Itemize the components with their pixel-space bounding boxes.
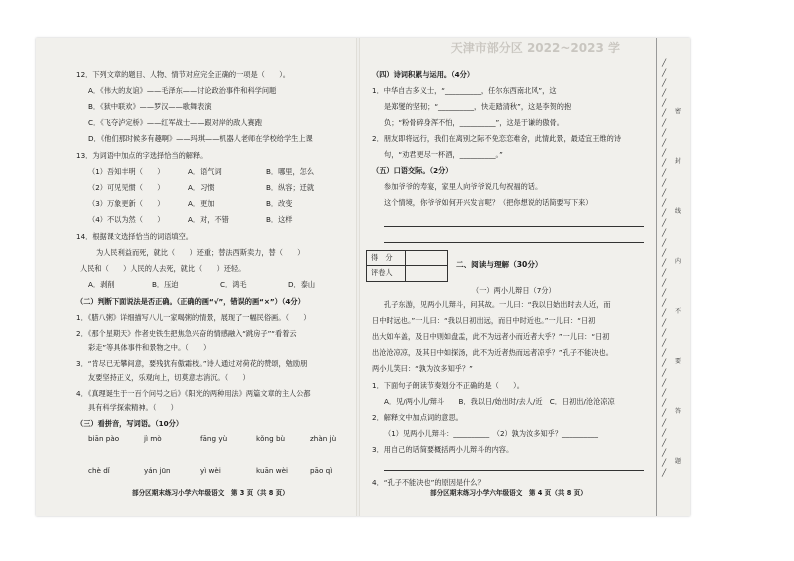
q13-row2-item: （2）可见见惯（ ） <box>88 183 165 192</box>
seal-char-7: 答 <box>675 408 682 415</box>
judge-2-line-1: 2．《那个星期天》作者史铁生把焦急兴奋的情感融入“跳房子”“看着云 <box>76 329 297 338</box>
question-14: 14．根据课文选择恰当的词语填空。 <box>76 232 193 241</box>
q14-option-d: D．泰山 <box>288 280 316 289</box>
passage-line-2: 日中时远也。”一儿曰：“我以日初出远，而日中时近也。”一儿曰：“日初 <box>372 316 596 325</box>
q13-row3-b: B．改变 <box>266 199 293 208</box>
judge-4-line-1: 4．《真理诞生于一百个问号之后》《阳光的两种用法》两篇文章的主人公都 <box>76 389 311 398</box>
poem-q1-line-1: 1．中华自古多义士，“__________，任尔东西南北风”，这 <box>372 86 557 95</box>
reading-q1-options: A．见/两小儿/辩斗 B．我以日/始出时/去人/近 C．日初出/沧沧凉凉 <box>384 397 615 406</box>
seal-char-3: 线 <box>675 208 682 215</box>
q12-option-d: D．《他们那时候多有趣啊》——玛琪——机器人老师在学校给学生上课 <box>88 134 313 143</box>
seal-char-2: 封 <box>675 158 682 165</box>
q13-row3-item: （3）万象更新（ ） <box>88 199 165 208</box>
poem-q1-line-2: 是郑燮的坚韧；“__________，快走踏清秋”，这是李贺的抱 <box>384 102 572 111</box>
pinyin-9: kuān wèi <box>256 466 289 475</box>
page-3-footer: 部分区期末练习小学六年级语文 第 3 页（共 8 页） <box>132 489 289 498</box>
judge-1: 1．《腊八粥》详细描写八儿一家喝粥的情景，展现了一幅民俗画。（ ） <box>76 313 311 322</box>
pinyin-3: fāng yù <box>200 434 228 443</box>
pinyin-5: zhàn jù <box>310 434 337 443</box>
seal-char-8: 题 <box>675 458 682 465</box>
section-4-heading: （四）诗词积累与运用。（4分） <box>372 70 475 79</box>
passage-line-4: 出沧沧凉凉，及其日中如探汤，此不为近者热而远者凉乎？”孔子不能决也。 <box>372 348 613 357</box>
judge-3-line-1: 3．“肯尽已无攀间意，要残犹有傲霜枝。”诗人通过对荷花的赞颂，勉励朋 <box>76 359 308 368</box>
q13-row1-b: B．哪里，怎么 <box>266 167 315 176</box>
poem-q1-line-3: 负；“粉骨碎身浑不怕，__________”，这是于谦的傲骨。 <box>384 118 564 127</box>
pinyin-8: yì wèi <box>200 466 221 475</box>
q13-row1-a: A．语气词 <box>188 167 222 176</box>
reading-q1: 1．下面句子朗读节奏划分不正确的是（ ）。 <box>372 381 524 390</box>
oral-prompt-2: 这个情境，你爷爷如何开兴发言呢？（把你想说的话简要写下来） <box>384 198 593 207</box>
grader-label: 评卷人 <box>371 268 393 277</box>
passage-line-3: 出大如车盖，及日中则如盘盂，此不为远者小而近者大乎？”一儿曰：“日初 <box>372 332 610 341</box>
reading-q2-items: （1）见两小儿辩斗：__________ （2）孰为汝多知乎？__________ <box>384 429 598 438</box>
exam-sheet <box>36 38 690 516</box>
page-4 <box>360 38 656 516</box>
pinyin-4: kǒng bù <box>256 434 286 443</box>
score-label: 得 分 <box>371 253 393 262</box>
q14-sentence-2: 人民和（ ）人民的人去死，就比（ ）还轻。 <box>80 264 246 273</box>
poem-q2-line-2: 句，“劝君更尽一杯酒，__________。” <box>384 150 503 159</box>
judge-3-line-2: 友要坚持正义，乐观向上，切莫意志消沉。（ ） <box>88 373 250 382</box>
binding-strip <box>656 38 691 516</box>
header-watermark: 天津市部分区 2022~2023 学 <box>450 41 620 55</box>
seal-char-1: 密 <box>675 108 682 115</box>
judge-2-line-2: 彩走”等具体事件和景物之中。（ ） <box>88 343 211 352</box>
q13-row2-b: B．纵容；迁就 <box>266 183 315 192</box>
q14-option-c: C．鸿毛 <box>220 280 247 289</box>
q14-option-a: A．剥削 <box>88 280 115 289</box>
judge-4-line-2: 具有科学探索精神。（ ） <box>88 403 178 412</box>
question-13: 13．为词语中加点的字选择恰当的解释。 <box>76 151 208 160</box>
section-3-heading: （三）看拼音，写词语。（10分） <box>76 419 184 428</box>
pinyin-2: jì mò <box>144 434 162 443</box>
q13-row3-a: A．更加 <box>188 199 215 208</box>
pinyin-6: chè dǐ <box>88 466 110 475</box>
page-4-footer: 部分区期末练习小学六年级语文 第 4 页（共 8 页） <box>430 489 587 498</box>
q13-row4-item: （4）不以为然（ ） <box>88 215 165 224</box>
seal-char-4: 内 <box>675 258 682 265</box>
seal-char-6: 要 <box>675 358 682 365</box>
question-12: 12．下列文章的题目、人物、情节对应完全正确的一项是（ ）。 <box>76 70 290 79</box>
q14-sentence-1: 为人民利益而死，就比（ ）还重；替法西斯卖力，替（ ） <box>96 248 305 257</box>
seal-dashes: ╱╱╱╱╱╱╱╱╱╱╱╱╱╱╱╱╱╱╱╱╱╱╱╱╱╱╱╱╱╱╱╱╱╱╱╱╱╱╱╱╱╱ <box>662 59 667 477</box>
q13-row1-item: （1）吾知丰明（ ） <box>88 167 165 176</box>
seal-char-5: 不 <box>675 308 682 315</box>
q13-row4-a: A．对，不错 <box>188 215 229 224</box>
oral-prompt-1: 参加爷爷的寿宴，家里人向爷爷说几句祝福的话。 <box>384 182 543 191</box>
section-5-heading: （五）口语交际。（2分） <box>372 166 453 175</box>
part-2-heading: 二、阅读与理解（30分） <box>456 260 543 269</box>
answer-line-2[interactable] <box>384 242 644 243</box>
q12-option-b: B．《狱中联欢》——罗汉——歌舞表演 <box>88 102 212 111</box>
q13-row2-a: A．习惯 <box>188 183 215 192</box>
reading-q2: 2．解释文中加点词的意思。 <box>372 413 463 422</box>
answer-line-1[interactable] <box>384 226 644 227</box>
passage-line-1: 孔子东游，见两小儿辩斗，问其故。一儿曰：“我以日始出时去人近，而 <box>384 300 611 309</box>
q12-option-a: A．《伟大的友谊》——毛泽东——讨论政治事件和科学问题 <box>88 86 277 95</box>
page-3 <box>36 38 356 516</box>
passage-line-5: 两小儿笑曰：“孰为汝多知乎？” <box>372 364 473 373</box>
reading-q3: 3．用自己的话简要概括两小儿辩斗的内容。 <box>372 445 514 454</box>
section-2-heading: （二）判断下面说法是否正确。（正确的画“√”，错误的画“×”）（4分） <box>76 297 305 306</box>
pinyin-7: yán jūn <box>144 466 171 475</box>
poem-q2-line-1: 2．朋友即将远行，我们在离别之际不免恋恋难舍，此情此景，最适宜王维的诗 <box>372 134 621 143</box>
reading-q4: 4．“孔子不能决也”的原因是什么？ <box>372 478 485 487</box>
q13-row4-b: B．这样 <box>266 215 293 224</box>
passage-title: （一）两小儿辩日（7分） <box>472 286 556 295</box>
q12-option-c: C．《飞夺泸定桥》——红军战士——跟对岸的敌人赛跑 <box>88 118 262 127</box>
reading-q3-answer-line[interactable] <box>384 470 644 471</box>
pinyin-1: biān pào <box>88 434 120 443</box>
q14-option-b: B．压迫 <box>152 280 179 289</box>
score-box <box>366 250 448 282</box>
pinyin-10: pāo qì <box>310 466 333 475</box>
